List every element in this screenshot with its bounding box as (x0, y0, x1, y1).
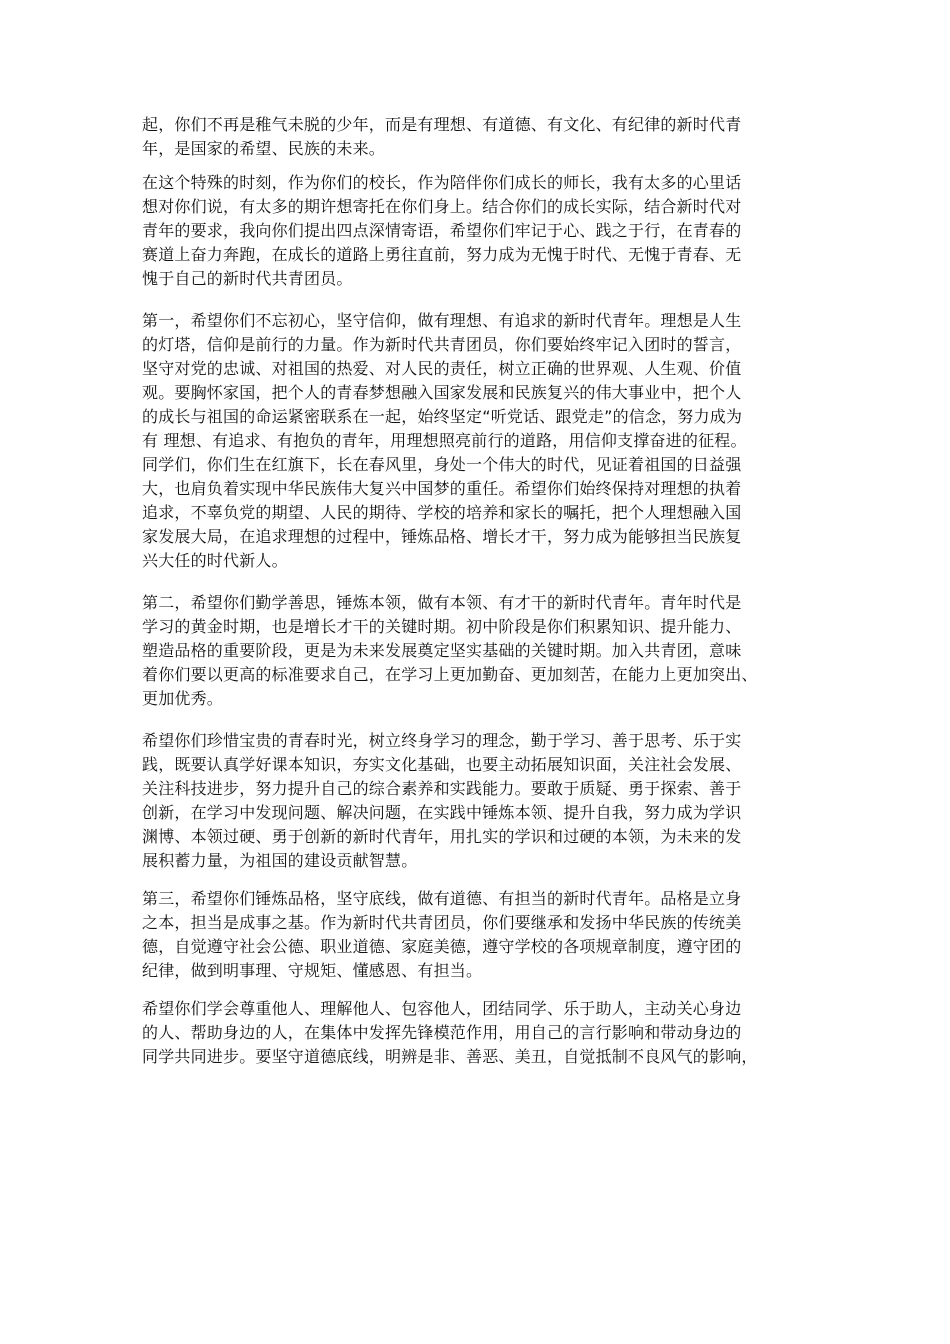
text-line: 观。要胸怀家国，把个人的青春梦想融入国家发展和民族复兴的伟大事业中，把个人 (142, 383, 742, 402)
text-line: 的人、帮助身边的人，在集体中发挥先锋模范作用，用自己的言行影响和带动身边的 (142, 1023, 742, 1042)
text-line: 塑造品格的重要阶段，更是为未来发展奠定坚实基础的关键时期。加入共青团，意味 (142, 641, 742, 660)
text-line: 的灯塔，信仰是前行的力量。作为新时代共青团员，你们要始终牢记入团时的誓言， (142, 335, 742, 354)
text-line: 着你们要以更高的标准要求自己，在学习上更加勤奋、更加刻苦，在能力上更加突出、 (142, 665, 758, 684)
paragraph-1 (142, 113, 822, 161)
text-line: 希望你们学会尊重他人、理解他人、包容他人，团结同学、乐于助人，主动关心身边 (142, 999, 742, 1018)
text-line: 兴大任的时代新人。 (142, 551, 288, 570)
text-line: 有 理想、有追求、有抱负的青年，用理想照亮前行的道路，用信仰支撑奋进的征程。 (142, 431, 747, 450)
paragraph-5 (142, 729, 822, 873)
text-line: 的成长与祖国的命运紧密联系在一起，始终坚定“听党话、跟党走”的信念，努力成为 (142, 407, 743, 426)
text-line: 大，也肩负着实现中华民族伟大复兴中国梦的重任。希望你们始终保持对理想的执着 (142, 479, 742, 498)
paragraph-2 (142, 171, 822, 291)
text-line: 纪律，做到明事理、守规矩、懂感恩、有担当。 (142, 961, 483, 980)
text-line: 更加优秀。 (142, 689, 224, 708)
paragraph-3 (142, 309, 822, 573)
text-line: 第三，希望你们锤炼品格，坚守底线，做有道德、有担当的新时代青年。品格是立身 (142, 889, 742, 908)
text-line: 年，是国家的希望、民族的未来。 (142, 139, 386, 158)
text-line: 之本，担当是成事之基。作为新时代共青团员，你们要继承和发扬中华民族的传统美 (142, 913, 742, 932)
text-line: 坚守对党的忠诚、对祖国的热爱、对人民的责任，树立正确的世界观、人生观、价值 (142, 359, 742, 378)
text-line: 第二，希望你们勤学善思，锤炼本领，做有本领、有才干的新时代青年。青年时代是 (142, 593, 742, 612)
text-line: 践，既要认真学好课本知识，夯实文化基础，也要主动拓展知识面，关注社会发展、 (142, 755, 742, 774)
text-line: 在这个特殊的时刻，作为你们的校长，作为陪伴你们成长的师长，我有太多的心里话 (142, 173, 742, 192)
paragraph-7 (142, 997, 822, 1069)
text-line: 渊博、本领过硬、勇于创新的新时代青年，用扎实的学识和过硬的本领，为未来的发 (142, 827, 742, 846)
text-line: 愧于自己的新时代共青团员。 (142, 269, 353, 288)
text-line: 第一，希望你们不忘初心，坚守信仰，做有理想、有追求的新时代青年。理想是人生 (142, 311, 742, 330)
text-line: 想对你们说，有太多的期许想寄托在你们身上。结合你们的成长实际，结合新时代对 (142, 197, 742, 216)
text-line: 希望你们珍惜宝贵的青春时光，树立终身学习的理念，勤于学习、善于思考、乐于实 (142, 731, 742, 750)
text-line: 起，你们不再是稚气未脱的少年，而是有理想、有道德、有文化、有纪律的新时代青 (142, 115, 742, 134)
text-line: 家发展大局，在追求理想的过程中，锤炼品格、增长才干，努力成为能够担当民族复 (142, 527, 742, 546)
text-line: 学习的黄金时期，也是增长才干的关键时期。初中阶段是你们积累知识、提升能力、 (142, 617, 742, 636)
text-line: 赛道上奋力奔跑，在成长的道路上勇往直前，努力成为无愧于时代、无愧于青春、无 (142, 245, 742, 264)
document-page (142, 113, 822, 1069)
text-line: 展积蓄力量，为祖国的建设贡献智慧。 (142, 851, 418, 870)
text-line: 追求，不辜负党的期望、人民的期待、学校的培养和家长的嘱托，把个人理想融入国 (142, 503, 742, 522)
text-line: 德，自觉遵守社会公德、职业道德、家庭美德，遵守学校的各项规章制度，遵守团的 (142, 937, 742, 956)
text-line: 关注科技进步，努力提升自己的综合素养和实践能力。要敢于质疑、勇于探索、善于 (142, 779, 742, 798)
text-line: 同学们，你们生在红旗下，长在春风里，身处一个伟大的时代，见证着祖国的日益强 (142, 455, 742, 474)
text-line: 同学共同进步。要坚守道德底线，明辨是非、善恶、美丑，自觉抵制不良风气的影响， (142, 1047, 758, 1066)
paragraph-4 (142, 591, 822, 711)
paragraph-6 (142, 887, 822, 983)
text-line: 青年的要求，我向你们提出四点深情寄语，希望你们牢记于心、践之于行，在青春的 (142, 221, 742, 240)
text-line: 创新，在学习中发现问题、解决问题，在实践中锤炼本领、提升自我，努力成为学识 (142, 803, 742, 822)
